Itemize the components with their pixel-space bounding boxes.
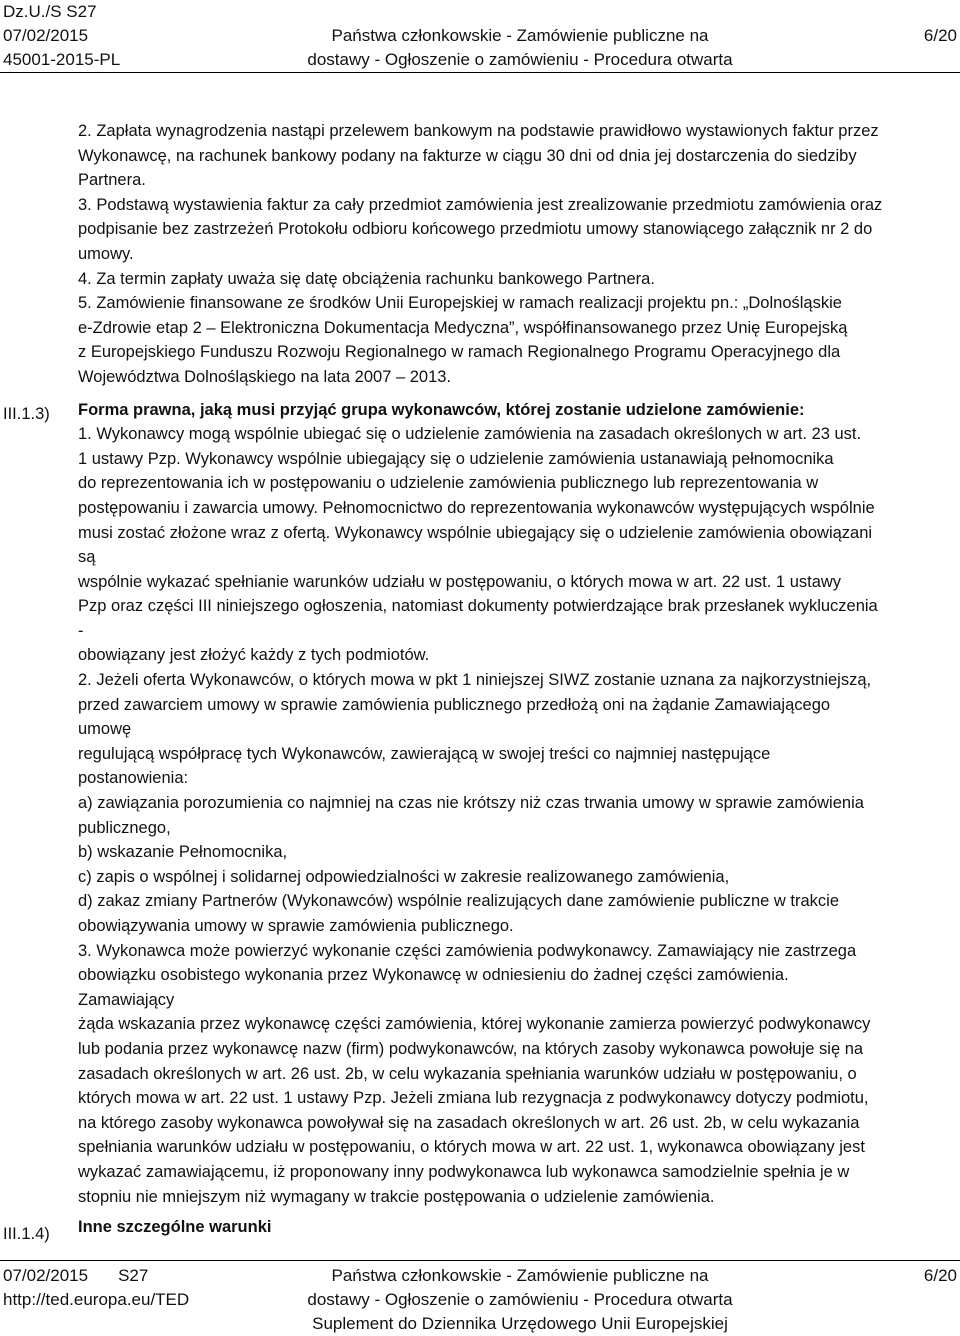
section-number-iii-1-4: III.1.4) [3, 1225, 50, 1243]
footer-url: http://ted.europa.eu/TED [3, 1290, 190, 1309]
text-line: musi zostać złożone wraz z ofertą. Wykonawcy wspólnie ubiegający się o udzielenie zamówienia obowiązani [78, 523, 873, 542]
header-left [3, 0, 120, 72]
legal-form-text [78, 422, 950, 1209]
text-line: spełniania warunków udziału w postępowaniu, o których mowa w art. 22 ust. 1, wykonawca obowiązany jest [78, 1138, 865, 1157]
page-footer [0, 1262, 960, 1334]
text-line: 4. Za termin zapłaty uważa się datę obciążenia rachunku bankowego Partnera. [78, 269, 655, 288]
text-line: Partnera. [78, 171, 146, 190]
text-line: do reprezentowania ich w postępowaniu o udzielenie zamówienia publicznego lub reprezentowania w [78, 474, 819, 493]
text-line: postępowaniu i zawarcia umowy. Pełnomocnictwo do reprezentowania wykonawców występujących wspólnie [78, 498, 875, 517]
text-line: a) zawiązania porozumienia co najmniej na czas nie krótszy niż czas trwania umowy w sprawie zamówienia [78, 794, 864, 813]
footer-series: S27 [118, 1266, 149, 1285]
payment-terms-text [78, 119, 950, 390]
text-line: z Europejskiego Funduszu Rozwoju Regionalnego w ramach Regionalnego Programu Operacyjnego dla [78, 343, 841, 362]
section-heading-legal-form: Forma prawna, jaką musi przyjąć grupa wykonawców, której zostanie udzielone zamówienie: [78, 400, 805, 419]
text-line: regulującą współpracę tych Wykonawców, zawierającą w swojej treści co najmniej następujące [78, 744, 771, 763]
text-line: publicznego, [78, 818, 171, 837]
text-line: stopniu nie mniejszym niż wymagany w trakcie postępowania o udzielenie zamówienia. [78, 1187, 715, 1206]
text-line: 3. Wykonawca może powierzyć wykonanie części zamówienia podwykonawcy. Zamawiający nie zastrzega [78, 941, 857, 960]
text-line: 2. Zapłata wynagrodzenia nastąpi przelewem bankowym na podstawie prawidłowo wystawionych faktur przez [78, 122, 879, 140]
text-line: 1 ustawy Pzp. Wykonawcy wspólnie ubiegający się o udzielenie zamówienia ustanawiają pełnomocnika [78, 449, 834, 468]
text-line: przed zawarciem umowy w sprawie zamówienia publicznego przedłożą oni na żądanie Zamawiającego [78, 695, 831, 714]
footer-divider [0, 1260, 960, 1261]
text-line: 1. Wykonawcy mogą wspólnie ubiegać się o udzielenie zamówienia na zasadach określonych w art. 23 ust. [78, 425, 862, 444]
document-body [78, 119, 950, 1240]
footer-title-line3: Suplement do Dziennika Urzędowego Unii Europejskiej [312, 1314, 728, 1333]
text-line: wykazać zamawiającemu, iż proponowany inny podwykonawca lub wykonawca samodzielnie spełnia je w [78, 1162, 850, 1181]
text-line: podpisanie bez zastrzeżeń Protokołu odbioru końcowego przedmiotu umowy stanowiącego załącznik nr 2 do [78, 220, 873, 239]
text-line: postanowienia: [78, 769, 189, 788]
text-line: obowiązany jest złożyć każdy z tych podmiotów. [78, 646, 430, 665]
journal-ref: Dz.U./S S27 [3, 2, 97, 21]
section-number-iii-1-3: III.1.3) [3, 405, 50, 423]
text-line: 3. Podstawą wystawienia faktur za cały przedmiot zamówienia jest zrealizowanie przedmiotu zamówienia oraz [78, 195, 883, 214]
text-line: b) wskazanie Pełnomocnika, [78, 843, 288, 862]
text-line: Województwa Dolnośląskiego na lata 2007 – 2013. [78, 367, 452, 386]
text-line: Pzp oraz części III niniejszego ogłoszenia, natomiast dokumenty potwierdzające brak przesłanek wykluczenia [78, 597, 878, 616]
header-date: 07/02/2015 [3, 26, 89, 45]
text-line: wspólnie wykazać spełnianie warunków udziału w postępowaniu, o których mowa w art. 22 ust. 1 ustawy [78, 572, 842, 591]
text-line: na którego zasoby wykonawca powoływał się na zasadach określonych w art. 26 ust. 2b, w celu wykazania [78, 1113, 860, 1132]
footer-left [3, 1264, 189, 1312]
text-line: obowiązku osobistego wykonania przez Wykonawcę w odniesieniu do żadnej części zamówienia. [78, 966, 789, 985]
page-header [0, 0, 960, 70]
text-line: obowiązywania umowy w sprawie zamówienia publicznego. [78, 917, 514, 935]
header-divider [0, 72, 960, 73]
section-heading-other-conditions: Inne szczególne warunki [78, 1218, 272, 1237]
text-line: umowy. [78, 244, 134, 263]
text-line: zasadach określonych w art. 26 ust. 2b, w celu wykazania spełniania warunków udziału w postępowaniu, o [78, 1064, 857, 1083]
footer-title-line2: dostawy - Ogłoszenie o zamówieniu - Procedura otwarta [307, 1290, 733, 1309]
footer-date: 07/02/2015 [3, 1266, 89, 1285]
header-title-line2: dostawy - Ogłoszenie o zamówieniu - Procedura otwarta [307, 50, 733, 69]
text-line: lub podania przez wykonawcę nazw (firm) podwykonawców, na których zasoby wykonawca powołuje się na [78, 1039, 864, 1058]
text-line: są [78, 548, 96, 567]
header-title-line1: Państwa członkowskie - Zamówienie publiczne na [331, 26, 709, 45]
text-line: 5. Zamówienie finansowane ze środków Unii Europejskiej w ramach realizacji projektu pn.: „Dolnośląskie [78, 294, 842, 313]
footer-page-number: 6/20 [923, 1266, 957, 1285]
footer-title-line1: Państwa członkowskie - Zamówienie publiczne na [331, 1266, 709, 1285]
text-line: żąda wskazania przez wykonawcę części zamówienia, której wykonanie zamierza powierzyć podwykonawcy [78, 1015, 871, 1034]
header-page-number: 6/20 [923, 26, 957, 45]
text-line: c) zapis o wspólnej i solidarnej odpowiedzialności w zakresie realizowanego zamówienia, [78, 867, 730, 886]
text-line: Zamawiający [78, 990, 175, 1009]
text-line: Wykonawcę, na rachunek bankowy podany na fakturze w ciągu 30 dni od dnia jej dostarczenia do siedziby [78, 146, 857, 165]
document-id: 45001-2015-PL [3, 50, 121, 69]
footer-title [280, 1264, 760, 1336]
text-line: d) zakaz zmiany Partnerów (Wykonawców) wspólnie realizujących dane zamówienie publiczne w trakcie [78, 892, 840, 911]
text-line: e-Zdrowie etap 2 – Elektroniczna Dokumentacja Medyczna”, współfinansowanego przez Unię Europejską [78, 318, 848, 337]
text-line: umowę [78, 720, 132, 739]
header-title [280, 0, 760, 72]
text-line: - [78, 621, 84, 640]
text-line: 2. Jeżeli oferta Wykonawców, o których mowa w pkt 1 niniejszej SIWZ zostanie uznana za najkorzystniejszą, [78, 671, 872, 690]
text-line: których mowa w art. 22 ust. 1 ustawy Pzp. Jeżeli zmiana lub rezygnacja z podwykonawcy dotyczy podmiotu, [78, 1089, 869, 1108]
